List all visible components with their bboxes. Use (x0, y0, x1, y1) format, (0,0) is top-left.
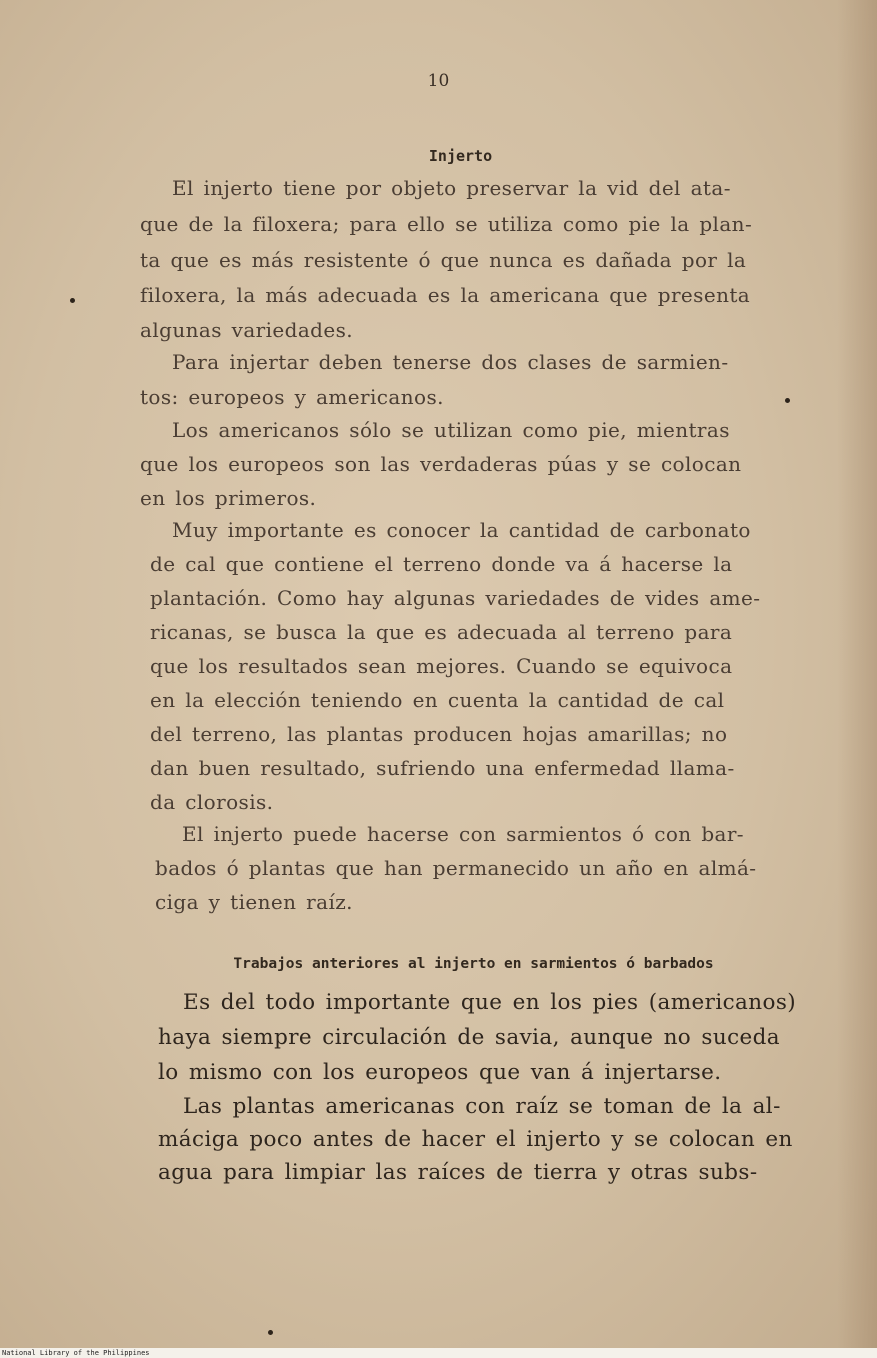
text-line: Es del todo importante que en los pies (americanos) (183, 990, 797, 1015)
text-line: ricanas, se busca la que es adecuada al terreno para (150, 620, 733, 644)
footer-strip (0, 1348, 877, 1358)
text-line: filoxera, la más adecuada es la americana que presenta (140, 283, 751, 307)
text-line: ta que es más resistente ó que nunca es dañada por la (140, 248, 747, 272)
text-line: agua para limpiar las raíces de tierra y otras subs- (158, 1160, 758, 1185)
text-line: en la elección teniendo en cuenta la cantidad de cal (150, 688, 725, 712)
ink-speck (268, 1330, 273, 1335)
text-line: de cal que contiene el terreno donde va á hacerse la (150, 552, 733, 576)
text-line: El injerto tiene por objeto preservar la vid del ata- (172, 176, 731, 200)
text-line: dan buen resultado, sufriendo una enfermedad llama- (150, 756, 735, 780)
text-line: algunas variedades. (140, 318, 354, 342)
ink-speck (785, 398, 790, 403)
text-line: haya siempre circulación de savia, aunque no suceda (158, 1025, 781, 1050)
text-line: plantación. Como hay algunas variedades de vides ame- (150, 586, 761, 610)
text-line: bados ó plantas que han permanecido un año en almá- (155, 856, 757, 880)
text-line: que los europeos son las verdaderas púas y se colocan (140, 452, 742, 476)
text-line: máciga poco antes de hacer el injerto y se colocan en (158, 1127, 793, 1152)
text-line: Para injertar deben tenerse dos clases de sarmien- (172, 350, 729, 374)
text-line: Los americanos sólo se utilizan como pie, mientras (172, 418, 730, 442)
library-credit: National Library of the Philippines (2, 1349, 150, 1357)
text-line: Las plantas americanas con raíz se toman de la al- (183, 1094, 781, 1119)
section-heading-trabajos: Trabajos anteriores al injerto en sarmientos ó barbados (233, 956, 714, 972)
text-line: Muy importante es conocer la cantidad de carbonato (172, 518, 751, 542)
text-line: da clorosis. (150, 790, 274, 814)
text-line: tos: europeos y americanos. (140, 385, 444, 409)
text-line: lo mismo con los europeos que van á injertarse. (158, 1060, 722, 1085)
text-line: del terreno, las plantas producen hojas amarillas; no (150, 722, 728, 746)
page-number: 10 (427, 71, 450, 91)
text-line: que de la filoxera; para ello se utiliza como pie la plan- (140, 212, 753, 236)
text-line: El injerto puede hacerse con sarmientos ó con bar- (182, 822, 744, 846)
text-line: que los resultados sean mejores. Cuando se equivoca (150, 654, 733, 678)
ink-speck (70, 298, 75, 303)
text-line: en los primeros. (140, 486, 317, 510)
page-edge-shadow (837, 0, 877, 1350)
section-heading-injerto: Injerto (428, 147, 493, 165)
text-line: ciga y tienen raíz. (155, 890, 353, 914)
